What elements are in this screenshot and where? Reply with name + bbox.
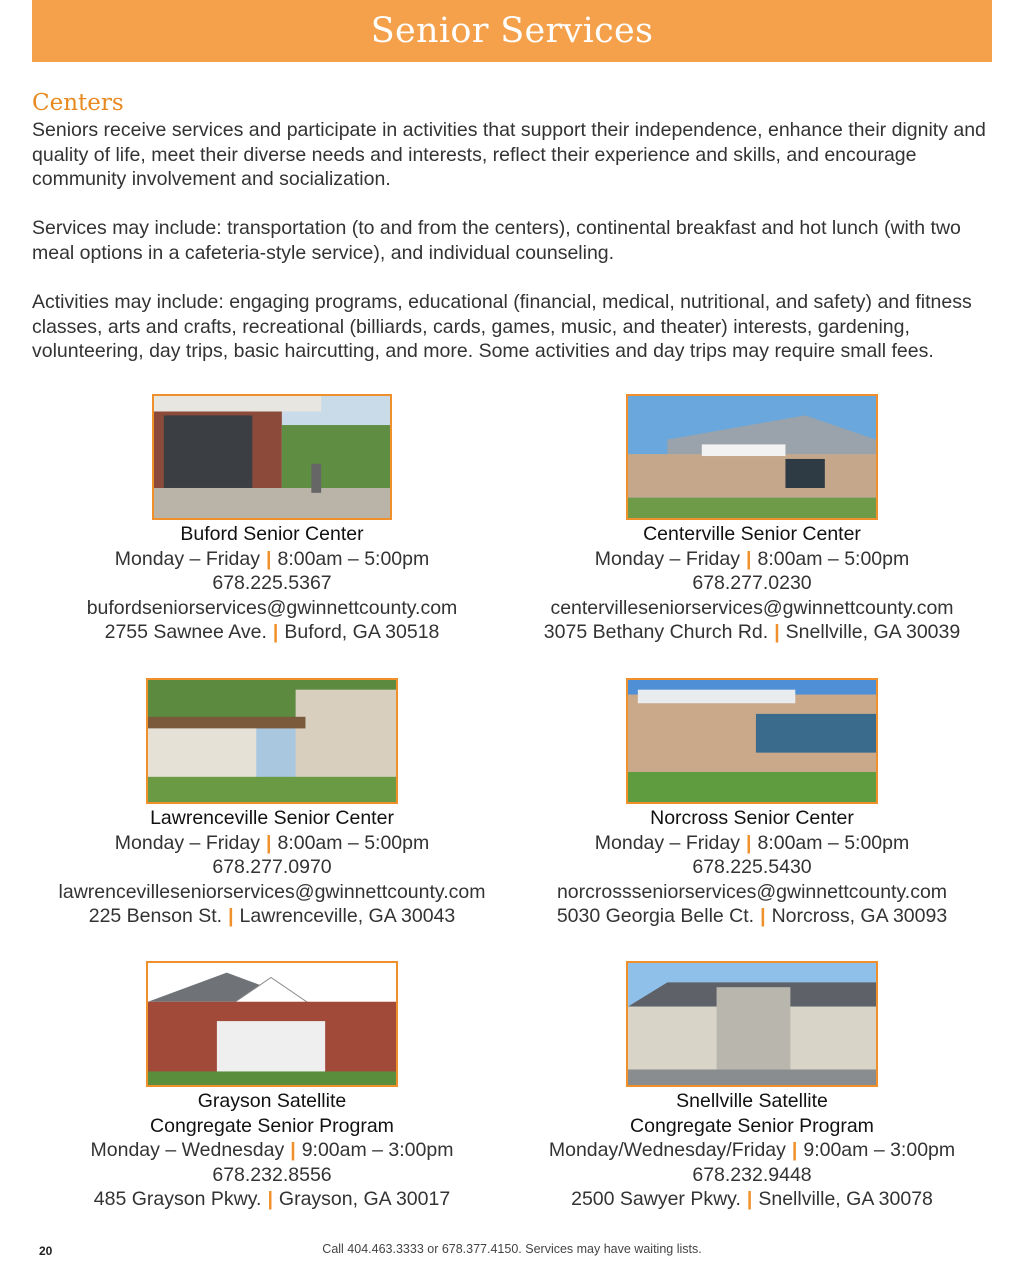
center-city: Buford, GA 30518 [284, 621, 440, 644]
center-hours: Monday – Friday | 8:00am – 5:00pm [594, 831, 910, 854]
center-phone: 678.277.0230 [692, 572, 812, 595]
center-hours: Monday/Wednesday/Friday | 9:00am – 3:00pm [548, 1139, 956, 1162]
center-card-grayson [37, 961, 507, 1212]
center-photo [146, 961, 398, 1087]
intro-paragraph: Services may include: transportation (to and from the centers), continental breakfast and hot lunch (with two meal options in a cafeteria-style service), and individual counseling. [32, 217, 961, 264]
center-phone: 678.232.9448 [692, 1163, 812, 1186]
center-name: Grayson Satellite [197, 1090, 347, 1112]
center-photo [626, 678, 878, 804]
center-street: 2500 Sawyer Pkwy. [571, 1188, 741, 1211]
center-times: 8:00am – 5:00pm [277, 831, 430, 854]
center-name: Buford Senior Center [180, 523, 364, 545]
center-email: centervilleseniorservices@gwinnettcounty.com [550, 596, 954, 619]
center-city: Snellville, GA 30039 [785, 621, 961, 644]
center-photo [146, 678, 398, 804]
center-street: 3075 Bethany Church Rd. [543, 621, 769, 644]
footer-note: Call 404.463.3333 or 678.377.4150. Services may have waiting lists. [322, 1242, 702, 1256]
center-name: Centerville Senior Center [643, 523, 861, 545]
center-hours: Monday – Friday | 8:00am – 5:00pm [594, 547, 910, 570]
center-street: 225 Benson St. [88, 905, 223, 928]
intro-paragraph: Seniors receive services and participate in activities that support their independence, enhance their dignity and quality of life, meet their diverse needs and interests, reflect their experience and skills, and encourage community involvement and socialization. [32, 119, 986, 191]
center-card-lawrenceville [37, 678, 507, 929]
center-street: 2755 Sawnee Ave. [104, 621, 267, 644]
intro-paragraph: Activities may include: engaging programs, educational (financial, medical, nutritional, and safety) and fitness classes, arts and crafts, recreational (billiards, cards, games, music, and theater) interests, gardening, volunteering, day trips, basic haircutting, and more. Some activities and day trips may require small fees. [32, 291, 972, 363]
center-phone: 678.277.0970 [212, 856, 332, 879]
center-street: 485 Grayson Pkwy. [93, 1188, 262, 1211]
center-phone: 678.225.5430 [692, 856, 812, 879]
center-hours: Monday – Friday | 8:00am – 5:00pm [114, 547, 430, 570]
center-times: 9:00am – 3:00pm [301, 1139, 454, 1162]
center-hours: Monday – Friday | 8:00am – 5:00pm [114, 831, 430, 854]
center-card-norcross [517, 678, 987, 929]
center-photo [626, 394, 878, 520]
center-email: lawrencevilleseniorservices@gwinnettcounty.com [58, 880, 486, 903]
page-banner [32, 0, 992, 62]
center-city: Lawrenceville, GA 30043 [239, 905, 456, 928]
center-days: Monday/Wednesday/Friday [548, 1139, 786, 1162]
center-card-snellville [517, 961, 987, 1212]
center-city: Snellville, GA 30078 [758, 1188, 933, 1211]
center-name: Lawrenceville Senior Center [150, 807, 394, 829]
center-times: 8:00am – 5:00pm [757, 547, 910, 570]
center-email: bufordseniorservices@gwinnettcounty.com [86, 596, 458, 619]
center-photo [152, 394, 392, 520]
center-email: norcrossseniorservices@gwinnettcounty.com [556, 880, 948, 903]
center-days: Monday – Friday [114, 547, 260, 570]
center-address: 3075 Bethany Church Rd. | Snellville, GA 30039 [543, 621, 961, 644]
center-times: 9:00am – 3:00pm [803, 1139, 956, 1162]
center-address: 2500 Sawyer Pkwy. | Snellville, GA 30078 [571, 1188, 933, 1211]
center-photo [626, 961, 878, 1087]
center-phone: 678.232.8556 [212, 1163, 332, 1186]
intro-text [32, 118, 1000, 389]
page-title: Senior Services [370, 11, 654, 51]
center-address: 5030 Georgia Belle Ct. | Norcross, GA 30093 [556, 905, 948, 928]
center-name: Norcross Senior Center [650, 807, 854, 829]
center-days: Monday – Friday [114, 831, 260, 854]
center-subtitle: Congregate Senior Program [150, 1114, 394, 1137]
center-times: 8:00am – 5:00pm [277, 547, 430, 570]
center-address: 2755 Sawnee Ave. | Buford, GA 30518 [104, 621, 440, 644]
center-address: 485 Grayson Pkwy. | Grayson, GA 30017 [93, 1188, 451, 1211]
center-subtitle: Congregate Senior Program [630, 1114, 874, 1137]
center-city: Norcross, GA 30093 [771, 905, 948, 928]
center-days: Monday – Wednesday [90, 1139, 285, 1162]
center-street: 5030 Georgia Belle Ct. [556, 905, 755, 928]
center-days: Monday – Friday [594, 547, 740, 570]
center-card-buford [37, 394, 507, 645]
page-number: 20 [39, 1244, 53, 1258]
center-hours: Monday – Wednesday | 9:00am – 3:00pm [90, 1139, 454, 1162]
section-title: Centers [32, 90, 124, 116]
center-phone: 678.225.5367 [212, 572, 332, 595]
center-city: Grayson, GA 30017 [278, 1188, 451, 1211]
center-card-centerville [517, 394, 987, 645]
center-days: Monday – Friday [594, 831, 740, 854]
center-times: 8:00am – 5:00pm [757, 831, 910, 854]
center-name: Snellville Satellite [676, 1090, 828, 1112]
center-address: 225 Benson St. | Lawrenceville, GA 30043 [88, 905, 456, 928]
